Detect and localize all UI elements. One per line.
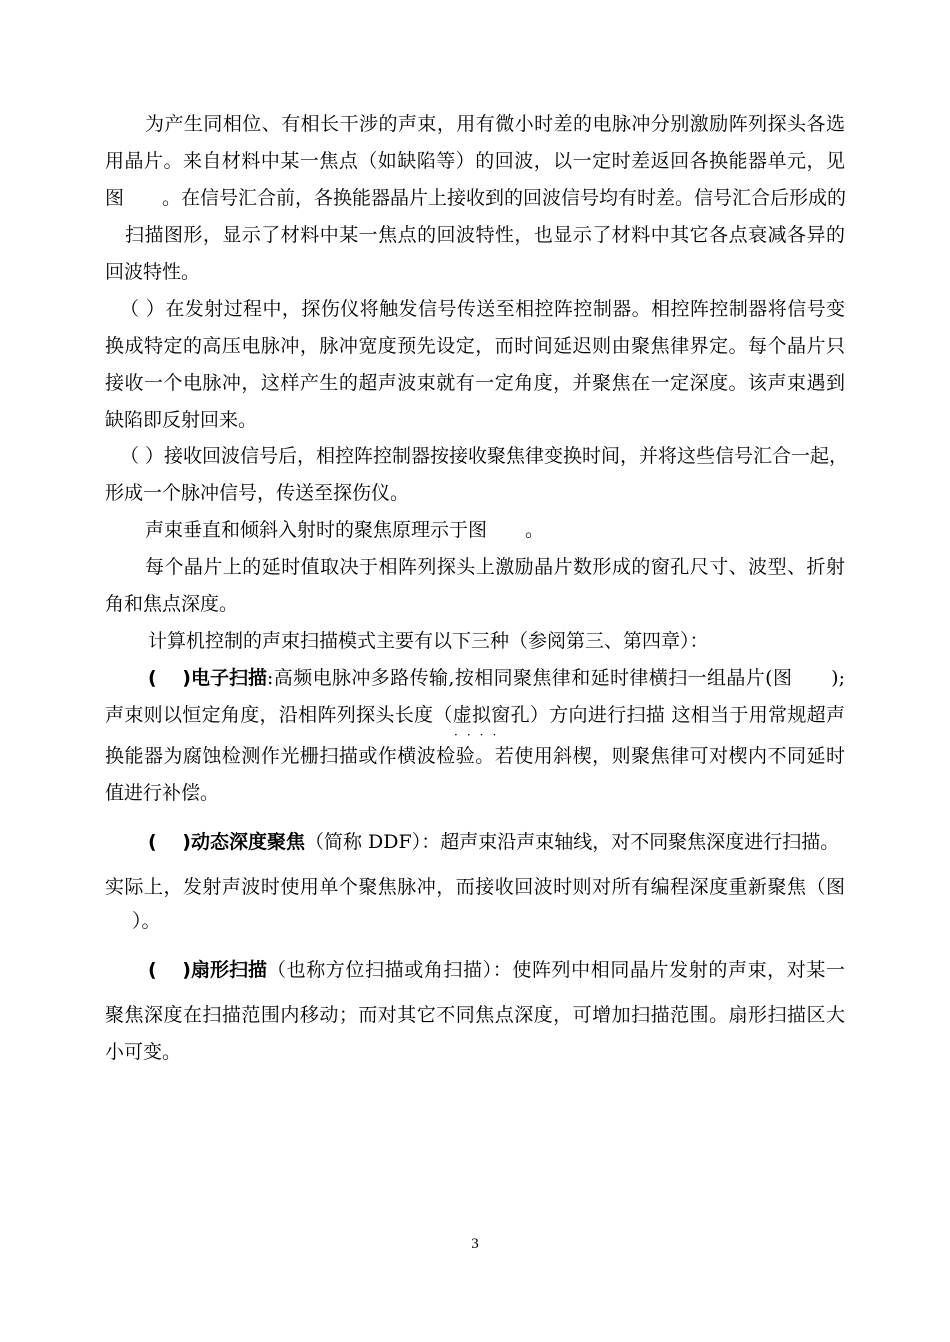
paragraph-2-line-2: 换成特定的高压电脉冲，脉冲宽度预先设定，而时间延迟则由聚焦律界定。每个晶片只 [105,335,845,357]
paragraph-9-line-1 [148,958,845,982]
paragraph-1-line-2: 用晶片。来自材料中某一焦点（如缺陷等）的回波，以一定时差返回各换能器单元，见 [105,150,845,172]
paragraph-9-line-3: 小可变。 [105,1041,182,1063]
emphasis-dots: ···· [454,728,506,742]
paragraph-7-line-1 [148,666,845,690]
item-marker-2: ( ) [148,831,191,853]
paragraph-4-line-1: 声束垂直和倾斜入射时的聚焦原理示于图 。 [145,519,545,541]
paragraph-1-line-4: 扫描图形，显示了材料中某一焦点的回波特性，也显示了材料中其它各点衰减各异的 [125,224,845,246]
paragraph-5-line-1: 每个晶片上的延时值取决于相阵列探头上激励晶片数形成的窗孔尺寸、波型、折射 [145,556,845,578]
paragraph-8-line-2: 实际上，发射声波时使用单个聚焦脉冲，而接收回波时则对所有编程深度重新聚焦（图 [105,876,845,898]
paragraph-2-line-3: 接收一个电脉冲，这样产生的超声波束就有一定角度，并聚焦在一定深度。该声束遇到 [105,372,845,394]
paragraph-3-line-2: 形成一个脉冲信号，传送至探伤仪。 [105,482,410,504]
paragraph-1-line-3: 图 。在信号汇合前，各换能器晶片上接收到的回波信号均有时差。信号汇合后形成的 [105,187,847,209]
paragraph-2-line-4: 缺陷即反射回来。 [105,409,258,431]
paragraph-6-line-1: 计算机控制的声束扫描模式主要有以下三种（参阅第三、第四章）： [148,630,709,652]
paragraph-1-line-1: 为产生同相位、有相长干涉的声束，用有微小时差的电脉冲分别激励阵列探头各选 [145,113,845,135]
paragraph-7-line-4: 值进行补偿。 [105,782,220,804]
term-sector-scanning: 扇形扫描 [190,959,267,981]
paragraph-5-line-2: 角和焦点深度。 [105,593,239,615]
page-number: 3 [471,1236,479,1252]
term-dynamic-depth-focusing: 动态深度聚焦 [190,831,305,853]
paragraph-1-line-5: 回波特性。 [105,261,201,283]
paragraph-8-line-1-text: （简称 DDF）：超声束沿声束轴线，对不同聚焦深度进行扫描。 [305,831,840,853]
item-marker-1: ( ) [148,667,191,689]
paragraph-8-line-1 [148,830,845,854]
term-electronic-scanning: 电子扫描 [190,667,267,689]
paragraph-7-line-3: 换能器为腐蚀检测作光栅扫描或作横波检验。若使用斜楔，则聚焦律可对楔内不同延时 [105,745,845,767]
paragraph-9-line-2: 聚焦深度在扫描范围内移动；而对其它不同焦点深度，可增加扫描范围。扇形扫描区大 [105,1004,845,1026]
paragraph-3-line-1: （ ）接收回波信号后，相控阵控制器按接收聚焦律变换时间，并将这些信号汇合一起， [120,445,849,467]
paragraph-7-line-1-text: :高频电脉冲多路传输,按相同聚焦律和延时律横扫一组晶片(图 ); [267,667,845,689]
item-marker-3: ( ) [148,959,191,981]
paragraph-2-line-1: （ ）在发射过程中，探伤仪将触发信号传送至相控阵控制器。相控阵控制器将信号变 [120,298,845,320]
paragraph-9-line-1-text: （也称方位扫描或角扫描）：使阵列中相同晶片发射的声束，对某一 [267,959,845,981]
paragraph-7-line-2: 声束则以恒定角度，沿相阵列探头长度（虚拟窗孔）方向进行扫描 这相当于用常规超声 [105,704,845,726]
paragraph-8-line-3: ）。 [132,910,161,932]
